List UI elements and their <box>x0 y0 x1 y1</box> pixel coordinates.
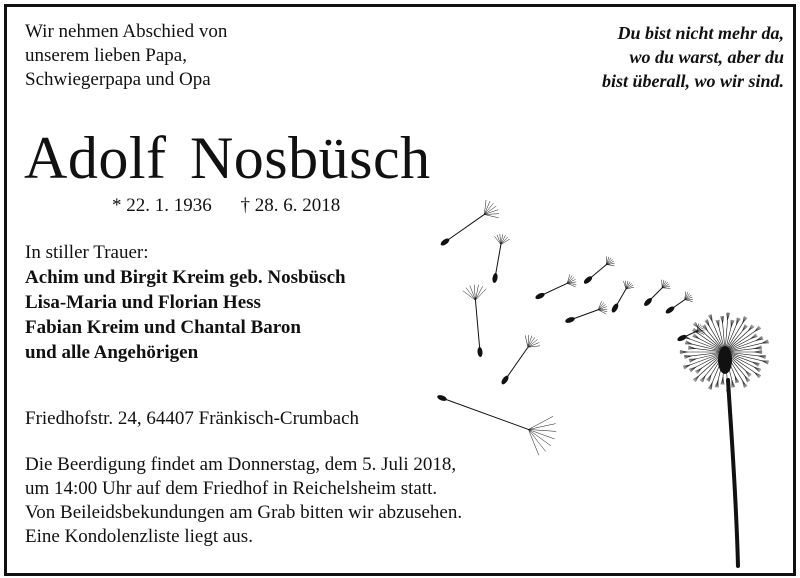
intro-line: Wir nehmen Abschied von <box>25 21 228 42</box>
funeral-details <box>25 453 462 549</box>
quote-line: Du bist nicht mehr da, <box>617 23 784 43</box>
intro-text <box>25 20 227 92</box>
intro-line: unserem lieben Papa, <box>25 45 187 66</box>
funeral-line: Die Beerdigung findet am Donnerstag, dem 5. Juli 2018, <box>25 454 457 475</box>
dandelion-stem <box>728 380 738 566</box>
memorial-quote <box>564 21 784 93</box>
mourners-block <box>25 240 346 365</box>
mourner-line: und alle Angehörigen <box>25 342 199 363</box>
deceased-name: Adolf Nosbüsch <box>24 125 431 191</box>
dandelion-head <box>680 313 769 391</box>
quote-line: wo du warst, aber du <box>629 47 784 67</box>
funeral-line: Von Beileidsbekundungen am Grab bitten wir abzusehen. <box>25 502 463 523</box>
funeral-line: um 14:00 Uhr auf dem Friedhof in Reichelsheim statt. <box>25 478 438 499</box>
quote-line: bist überall, wo wir sind. <box>601 71 784 91</box>
mourner-line: Achim und Birgit Kreim geb. Nosbüsch <box>25 267 346 288</box>
mourners-heading: In stiller Trauer: <box>25 242 149 263</box>
death-date: † 28. 6. 2018 <box>240 195 341 216</box>
mourner-line: Fabian Kreim und Chantal Baron <box>25 317 301 338</box>
family-address: Friedhofstr. 24, 64407 Fränkisch-Crumbach <box>25 408 360 429</box>
flying-seeds <box>436 200 704 455</box>
birth-date: * 22. 1. 1936 <box>112 195 212 216</box>
intro-line: Schwiegerpapa und Opa <box>25 69 211 90</box>
dandelion-icon <box>420 170 795 570</box>
funeral-line: Eine Kondolenzliste liegt aus. <box>25 526 253 547</box>
life-dates <box>112 194 340 218</box>
mourner-line: Lisa-Maria und Florian Hess <box>25 292 261 313</box>
